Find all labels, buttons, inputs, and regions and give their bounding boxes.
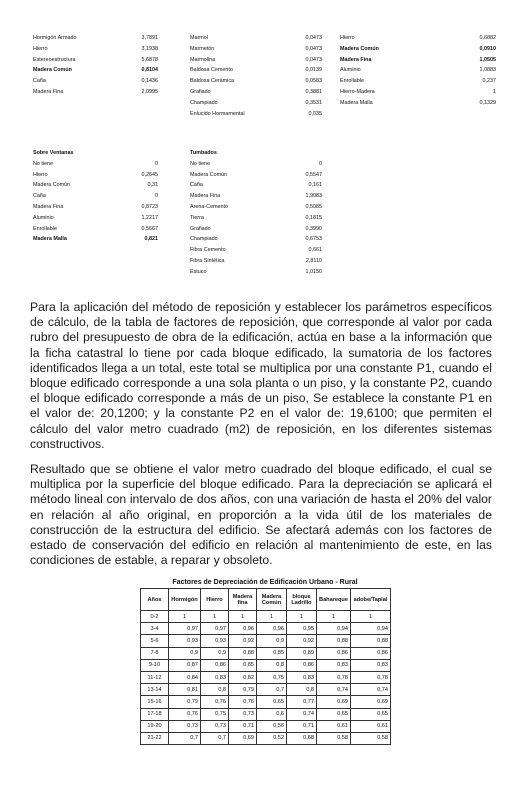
material-name: Baldosa Cemento	[190, 67, 233, 74]
material-value: 0,161	[308, 182, 322, 189]
material-name: Madera Fina	[340, 56, 372, 63]
table-cell: 0,95	[287, 623, 317, 635]
table-row	[141, 659, 391, 671]
table-cell: 0,94	[351, 623, 391, 635]
material-name: Hierro-Madera	[340, 88, 375, 95]
material-name: Madera Malla	[33, 236, 67, 243]
table-cell: 1	[229, 611, 257, 623]
material-value: 0,0473	[305, 56, 322, 63]
table-cell: 0,79	[229, 684, 257, 696]
tumbados-title: Tumbados	[190, 150, 217, 156]
table-title: Factores de Depreciación de Edificación Urbano - Rural	[172, 579, 358, 586]
table-row	[141, 732, 391, 744]
material-name: Hormigón Armado	[33, 35, 77, 41]
table-cell: 0,9	[257, 635, 287, 647]
table-cell: 0,76	[229, 696, 257, 708]
material-name: No tiene	[190, 160, 211, 167]
material-value: 0,661	[308, 247, 322, 254]
material-row	[340, 87, 496, 98]
material-row	[190, 76, 322, 87]
material-name: Hierro	[340, 35, 355, 41]
material-value: 1,0883	[479, 67, 496, 74]
material-value: 0,237	[482, 78, 496, 85]
material-row	[33, 170, 158, 181]
material-row	[340, 98, 496, 109]
material-row	[190, 191, 322, 202]
material-value: 0,1815	[305, 214, 322, 221]
material-name: Tierra	[190, 214, 204, 221]
material-row	[190, 234, 322, 245]
table-cell: 0,7	[169, 732, 201, 744]
table-cell: 0,75	[257, 671, 287, 683]
table-cell: 0,81	[169, 684, 201, 696]
material-value: 1,2217	[141, 214, 158, 221]
table-cell: 0,88	[351, 635, 391, 647]
table-cell: 0,74	[317, 684, 351, 696]
material-name: Champiado	[190, 236, 218, 243]
material-name: Estuco	[190, 268, 207, 275]
material-value: 0,8104	[141, 67, 158, 74]
table-cell: 0,94	[317, 623, 351, 635]
material-name: Estereoestructura	[33, 56, 76, 63]
material-row	[190, 44, 322, 55]
material-name: Baldosa Cerámica	[190, 78, 235, 85]
table-cell: 0,65	[257, 696, 287, 708]
table-cell: 0,89	[287, 647, 317, 659]
material-name: Madera Fina	[33, 88, 64, 95]
table-cell: 0,71	[229, 720, 257, 732]
paragraph-depreciacion: Resultado que se obtiene el valor metro cuadrado del bloque edificado, el cual se multiplica por la superficie del bloque edificado. Para la depreciación se aplicará el método lineal con intervalo de dos años, con una variación de hasta el 20% del valor en relación al año original, en proporción a la vida útil de los materiales de construcción de la estructura del edificio. Se afectará además con los factores de estado de conservación del edificio en relación al mantenimiento de este, en las condiciones de estable, a reparar y obsoleto.	[30, 462, 492, 568]
material-value: 3,1938	[141, 45, 158, 52]
table-cell: 0,58	[317, 732, 351, 744]
material-name: Caña	[33, 193, 46, 200]
table-cell: 19-20	[141, 720, 169, 732]
table-cell: 0,93	[201, 635, 229, 647]
table-cell: 0,69	[229, 732, 257, 744]
table-cell: 0,79	[169, 696, 201, 708]
table-header-cell: Bahareque	[317, 589, 351, 611]
table-cell: 0,92	[287, 635, 317, 647]
depreciation-table	[140, 588, 391, 745]
material-value: 0,0910	[479, 45, 496, 52]
table-row	[141, 635, 391, 647]
material-name: Caña	[190, 182, 203, 189]
table-cell: 0,52	[257, 732, 287, 744]
material-row	[190, 159, 322, 170]
table-cell: 0,8	[257, 659, 287, 671]
material-name: Marmetón	[190, 45, 215, 52]
table-header-cell: Madera Común	[257, 589, 287, 611]
material-row	[33, 44, 158, 55]
material-row	[33, 65, 158, 76]
material-row	[190, 245, 322, 256]
material-row	[190, 65, 322, 76]
material-row	[190, 98, 322, 109]
material-row	[340, 76, 496, 87]
material-value: 0,31	[147, 182, 158, 189]
material-row	[190, 202, 322, 213]
material-row	[33, 159, 158, 170]
material-name: Arena-Cemento	[190, 203, 229, 210]
material-value: 2,8110	[305, 257, 322, 264]
table-header-row	[141, 589, 391, 611]
table-cell: 0,73	[229, 708, 257, 720]
material-row	[190, 256, 322, 267]
material-row	[33, 191, 158, 202]
table-row	[141, 708, 391, 720]
table-row	[141, 647, 391, 659]
material-value: 0,3531	[305, 99, 322, 106]
table-row	[141, 623, 391, 635]
material-name: Fibra Cemento	[190, 247, 226, 254]
material-name: No tiene	[33, 160, 54, 167]
material-name: Enrollable	[33, 225, 57, 232]
table-cell: 0,58	[351, 732, 391, 744]
table-cell: 0,9	[169, 647, 201, 659]
material-name: Madera Común	[33, 67, 72, 74]
table-cell: 0,83	[287, 671, 317, 683]
materials-column-1	[33, 33, 158, 98]
material-row	[190, 267, 322, 278]
material-name: Marmolina	[190, 56, 216, 63]
material-row	[190, 224, 322, 235]
material-row	[33, 87, 158, 98]
material-row	[190, 55, 322, 66]
material-value: 0,035	[308, 110, 322, 117]
material-value: 1,0150	[305, 268, 322, 275]
material-name: Madera Común	[340, 45, 379, 52]
material-name: Aluminio	[340, 67, 361, 74]
materials-column-2	[190, 33, 322, 119]
material-name: Caña	[33, 78, 46, 85]
table-cell: 0,84	[169, 671, 201, 683]
material-value: 0,0139	[305, 67, 322, 74]
table-row	[141, 720, 391, 732]
material-value: 0	[155, 193, 158, 200]
table-cell: 0,75	[201, 708, 229, 720]
material-name: Hierro	[33, 171, 48, 178]
table-cell: 0,85	[257, 647, 287, 659]
material-row	[340, 65, 496, 76]
sobre-ventanas-list	[33, 148, 158, 245]
table-header-cell: Años	[141, 589, 169, 611]
table-cell: 0,65	[351, 708, 391, 720]
table-cell: 0,8	[287, 684, 317, 696]
material-name: Madera Común	[190, 171, 228, 178]
table-header-cell: Hierro	[201, 589, 229, 611]
table-cell: 0,69	[351, 696, 391, 708]
material-value: 0,0583	[305, 78, 322, 85]
table-cell: 0,86	[201, 659, 229, 671]
material-value: 1	[493, 88, 496, 95]
material-row	[190, 87, 322, 98]
table-header-cell: Madera fina	[229, 589, 257, 611]
table-cell: 1	[257, 611, 287, 623]
table-cell: 9-10	[141, 659, 169, 671]
material-value: 1,0505	[479, 56, 496, 63]
table-cell: 1	[169, 611, 201, 623]
table-cell: 0,88	[317, 635, 351, 647]
material-value: 0,6882	[479, 35, 496, 41]
material-name: Madera Fina	[33, 203, 64, 210]
material-value: 1,9083	[305, 193, 322, 200]
sobre-ventanas-title: Sobre Ventanas	[33, 150, 74, 156]
material-name: Enrollable	[340, 78, 364, 85]
table-cell: 0,74	[351, 684, 391, 696]
material-row	[33, 234, 158, 245]
table-header-cell: adobe/Tapial	[351, 589, 391, 611]
table-cell: 0,96	[257, 623, 287, 635]
table-cell: 15-16	[141, 696, 169, 708]
table-cell: 7-8	[141, 647, 169, 659]
table-row	[141, 684, 391, 696]
table-cell: 21-22	[141, 732, 169, 744]
table-header-cell: Hormigón	[169, 589, 201, 611]
material-name: Madera Fina	[190, 193, 221, 200]
material-name: Champiado	[190, 99, 218, 106]
table-cell: 1	[317, 611, 351, 623]
material-name: Aluminio	[33, 214, 54, 221]
tumbados-list	[190, 148, 322, 278]
table-cell: 0,87	[169, 659, 201, 671]
table-cell: 0,73	[169, 720, 201, 732]
material-name: Fibra Sintética	[190, 257, 225, 264]
table-cell: 0,69	[317, 696, 351, 708]
material-row	[33, 76, 158, 87]
material-value: 0,8723	[141, 203, 158, 210]
table-cell: 0,61	[317, 720, 351, 732]
table-cell: 0,56	[257, 720, 287, 732]
table-cell: 0-2	[141, 611, 169, 623]
table-cell: 0,88	[229, 647, 257, 659]
material-row	[340, 44, 496, 55]
material-value: 0,0473	[305, 35, 322, 41]
material-value: 0,5547	[305, 171, 322, 178]
table-cell: 13-14	[141, 684, 169, 696]
table-cell: 0,85	[229, 659, 257, 671]
material-name: Grafiado	[190, 88, 211, 95]
table-cell: 0,86	[317, 647, 351, 659]
material-row	[33, 33, 158, 44]
table-cell: 0,77	[287, 696, 317, 708]
table-cell: 1	[287, 611, 317, 623]
material-name: Madera Malla	[340, 99, 373, 106]
material-value: 0,1329	[479, 99, 496, 106]
material-value: 0,1436	[141, 78, 158, 85]
material-row	[190, 213, 322, 224]
table-cell: 0,7	[257, 684, 287, 696]
paragraph-reposicion: Para la aplicación del método de reposición y establecer los parámetros específicos de cálculo, de la tabla de factores de reposición, que corresponde al valor por cada rubro del presupuesto de obra de la edificación, actúa en base a la información que la ficha catastral lo tiene por cada bloque edificado, la sumatoria de los factores identificados llega a un total, este total se multiplica por una constante P1, cuando el bloque edificado corresponde a una sola planta o un piso, y la constante P2, cuando el bloque edificado corresponde a más de un piso, Se establece la constante P1 en el valor de: 20,1200; y la constante P2 en el valor de: 19,6100; que permiten el cálculo del valor metro cuadrado (m2) de reposición, en los diferentes sistemas constructivos.	[30, 300, 492, 451]
material-row	[33, 180, 158, 191]
material-row	[340, 55, 496, 66]
material-name: Madera Común	[33, 182, 71, 189]
material-value: 0,5667	[141, 225, 158, 232]
table-cell: 0,9	[201, 647, 229, 659]
table-cell: 0,92	[229, 635, 257, 647]
table-cell: 11-12	[141, 671, 169, 683]
table-row	[141, 671, 391, 683]
table-row	[141, 611, 391, 623]
table-cell: 0,78	[351, 671, 391, 683]
material-value: 0,821	[144, 236, 158, 243]
material-row	[33, 202, 158, 213]
material-row	[33, 213, 158, 224]
material-name: Hierro	[33, 45, 48, 52]
material-row	[33, 55, 158, 66]
table-cell: 0,78	[317, 671, 351, 683]
table-cell: 0,86	[351, 647, 391, 659]
table-cell: 1	[351, 611, 391, 623]
materials-column-3	[340, 33, 496, 109]
material-name: Grafiado	[190, 225, 211, 232]
table-cell: 3-4	[141, 623, 169, 635]
table-row	[141, 696, 391, 708]
material-row	[190, 180, 322, 191]
material-row	[190, 33, 322, 44]
material-value: 5,6878	[141, 56, 158, 63]
table-header-cell: bloque Ladrillo	[287, 589, 317, 611]
material-name: Marmol	[190, 35, 208, 41]
material-name: Enlucido Hormamental	[190, 110, 245, 117]
material-value: 0,2645	[141, 171, 158, 178]
material-value: 3,7891	[141, 35, 158, 41]
table-cell: 0,74	[287, 708, 317, 720]
table-cell: 0,83	[351, 659, 391, 671]
table-cell: 0,7	[201, 732, 229, 744]
table-cell: 0,65	[317, 708, 351, 720]
table-cell: 0,93	[169, 635, 201, 647]
material-value: 0,6753	[305, 236, 322, 243]
table-cell: 0,97	[169, 623, 201, 635]
material-row	[190, 170, 322, 181]
material-row	[190, 109, 322, 120]
table-cell: 0,73	[201, 720, 229, 732]
table-cell: 0,71	[287, 720, 317, 732]
table-cell: 0,96	[229, 623, 257, 635]
table-cell: 0,76	[201, 696, 229, 708]
material-row	[340, 33, 496, 44]
material-value: 0	[155, 160, 158, 167]
table-cell: 0,61	[351, 720, 391, 732]
table-cell: 0,6	[257, 708, 287, 720]
material-value: 0,5085	[305, 203, 322, 210]
material-value: 0,0473	[305, 45, 322, 52]
material-value: 0	[319, 160, 322, 167]
table-cell: 0,8	[201, 684, 229, 696]
material-value: 0,3881	[305, 88, 322, 95]
table-cell: 0,68	[287, 732, 317, 744]
table-cell: 0,83	[201, 671, 229, 683]
table-cell: 0,82	[229, 671, 257, 683]
table-cell: 0,76	[169, 708, 201, 720]
material-value: 2,0995	[141, 88, 158, 95]
table-cell: 0,86	[287, 659, 317, 671]
table-cell: 0,97	[201, 623, 229, 635]
table-cell: 1	[201, 611, 229, 623]
material-row	[33, 224, 158, 235]
table-cell: 5-6	[141, 635, 169, 647]
table-cell: 0,83	[317, 659, 351, 671]
material-value: 0,3990	[305, 225, 322, 232]
table-cell: 17-18	[141, 708, 169, 720]
